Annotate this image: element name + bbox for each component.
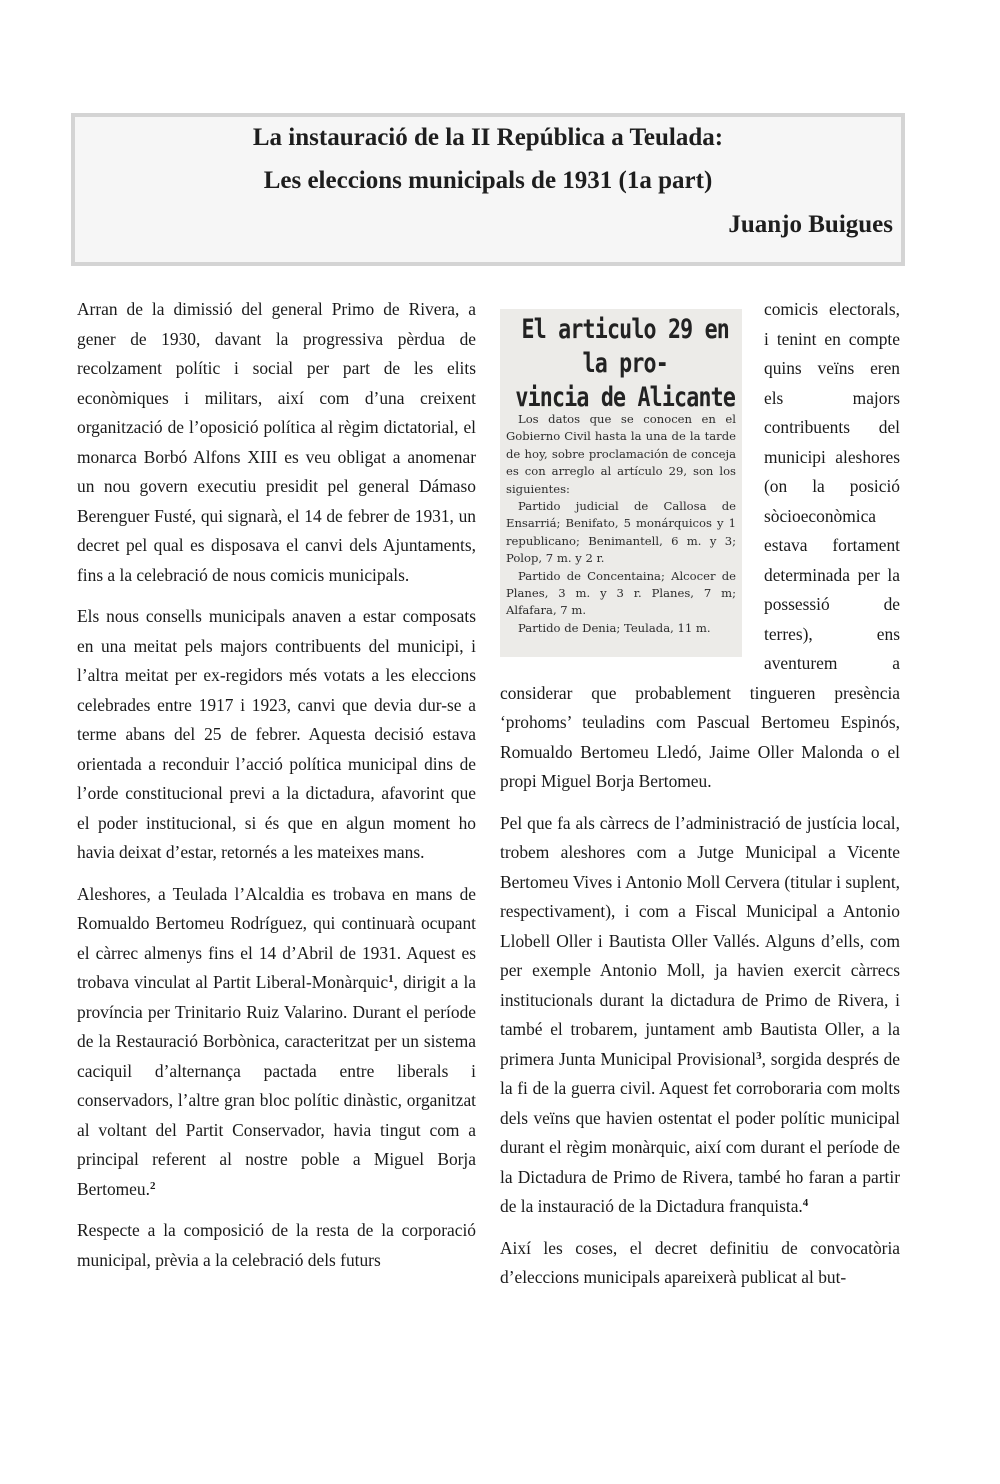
paragraph: Així les coses, el decret definitiu de convocatòria d’eleccions municipals apareixerà publicat al but- [500, 1237, 900, 1287]
clipping-line: Los datos que se conocen en el Gobierno Civil hasta la una de la tarde de hoy, sobre proclamación de conceja es con arreglo al artículo 29, son los siguientes: [506, 412, 736, 496]
footnote-ref-2: 2 [149, 1179, 156, 1192]
footnote-ref-1: 1 [388, 973, 394, 985]
clipping-line: Partido de Concentaina; Alcocer de Planes, 3 m. y 3 r. Planes, 7 m; Alfafara, 7 m. [506, 568, 736, 618]
article-author: Juanjo Buigues [728, 211, 893, 238]
paragraph-text: , dirigit a la província per Trinitario Ruiz Valarino. Durant el període de la Restauració Borbònica, caracteritzat per un sistema caciquil d’alternança pactada entre liberals i conservadors, l’altre gran bloc polític dinàstic, organitzat al voltant del Partit Conservador, havia tingut com a principal referent al nostre poble a Miguel Borja Bertomeu. [77, 972, 477, 1199]
clipping-headline-line-1: El articulo 29 en la pro- [521, 314, 729, 379]
paragraph: comicis electorals, i tenint en compte quins veïns eren els majors contribuents del municipi aleshores (on la posició sòcioeconòmica estava fortament determinada per la possessió de terres), ens aventurem a considerar que probablement tingueren presència ‘prohoms’ teuladins com Pascual Bertomeu Espinós, Romualdo Bertomeu Lledó, Jaime Oller Malonda o el propi Miguel Borja Bertomeu. [500, 299, 900, 791]
left-column [77, 295, 476, 1287]
clipping-line: Partido judicial de Callosa de Ensarriá; Benifato, 5 monárquicos y 1 republicano; Benimantell, 6 m. y 3; Polop, 7 m. y 2 r. [506, 499, 736, 566]
right-column [500, 295, 900, 1305]
clipping-headline [501, 309, 742, 415]
paragraph: Respecte a la composició de la resta de la corporació municipal, prèvia a la celebració dels futurs [77, 1220, 476, 1270]
paragraph: Els nous consells municipals anaven a estar composats en una meitat pels majors contribuents del municipi, i l’altra meitat per ex-regidors més votats a les eleccions celebrades entre 1917 i 1923, canvi que devia dur-se a terme abans del 25 de febrer. Aquesta decisió estava orientada a reconduir l’acció política municipal dins de l’orde constitucional previ a la dictadura, afavorint que el poder institucional, si és que en algun moment ho havia deixat d’estar, retornés a les mateixes mans. [77, 606, 476, 862]
newspaper-clipping [500, 309, 742, 657]
footnote-ref-4: 4 [802, 1197, 809, 1209]
clipping-line: Partido de Denia; Teulada, 11 m. [518, 620, 711, 635]
paragraph [500, 809, 900, 1222]
footnote-ref-3: 3 [756, 1049, 762, 1062]
paragraph-text: Aleshores, a Teulada l’Alcaldia es trobava en mans de Romualdo Bertomeu Rodríguez, qui continuarà ocupant el càrrec almenys fins el 14 d’Abril de 1931. Aquest es trobava vinculat al Partit Liberal-Monàrquic [77, 883, 476, 992]
paragraph-text: , sorgida després de la fi de la guerra civil. Aquest fet corroboraria com molts dels veïns que havien ostentat el poder polític municipal durant el règim monàrquic, així com durant el període de la Dictadura de Primo de Rivera, també ho faran a partir de la instauració de la Dictadura franquista. [500, 1048, 900, 1216]
clipping-body [506, 411, 736, 637]
paragraph [77, 880, 476, 1205]
paragraph: Arran de la dimissió del general Primo de Rivera, a gener de 1930, davant la progressiva pèrdua de recolzament polític i social per part de les elits econòmiques i militars, així com d’una creixent organització de l’oposició política al règim dictatorial, el monarca Borbó Alfons XIII es veu obligat a anomenar un nou govern executiu presidit pel general Dámaso Berenguer Fusté, qui signarà, el 14 de febrer de 1931, un decret pel qual es disposava el canvi dels Ajuntaments, fins a la celebració de nous comicis municipals. [77, 299, 476, 585]
clipping-headline-line-2: vincia de Alicante [515, 382, 735, 413]
article-title-line-1: La instauració de la II República a Teulada: [252, 124, 724, 151]
title-box [71, 113, 905, 266]
article-title-line-2: Les eleccions municipals de 1931 (1a part) [263, 167, 713, 194]
paragraph-text: Pel que fa als càrrecs de l’administració de justícia local, trobem aleshores com a Jutge Municipal a Vicente Bertomeu Vives i Antonio Moll Cervera (titular i suplent, respectivament), i com a Fiscal Municipal a Antonio Llobell Oller i Bautista Oller Vallés. Alguns d’ells, com per exemple Antonio Moll, ja havien exercit càrrecs institucionals durant la dictadura de Primo de Rivera, i també el trobarem, juntament amb Bautista Oller, a la primera Junta Municipal Provisional [500, 812, 900, 1069]
